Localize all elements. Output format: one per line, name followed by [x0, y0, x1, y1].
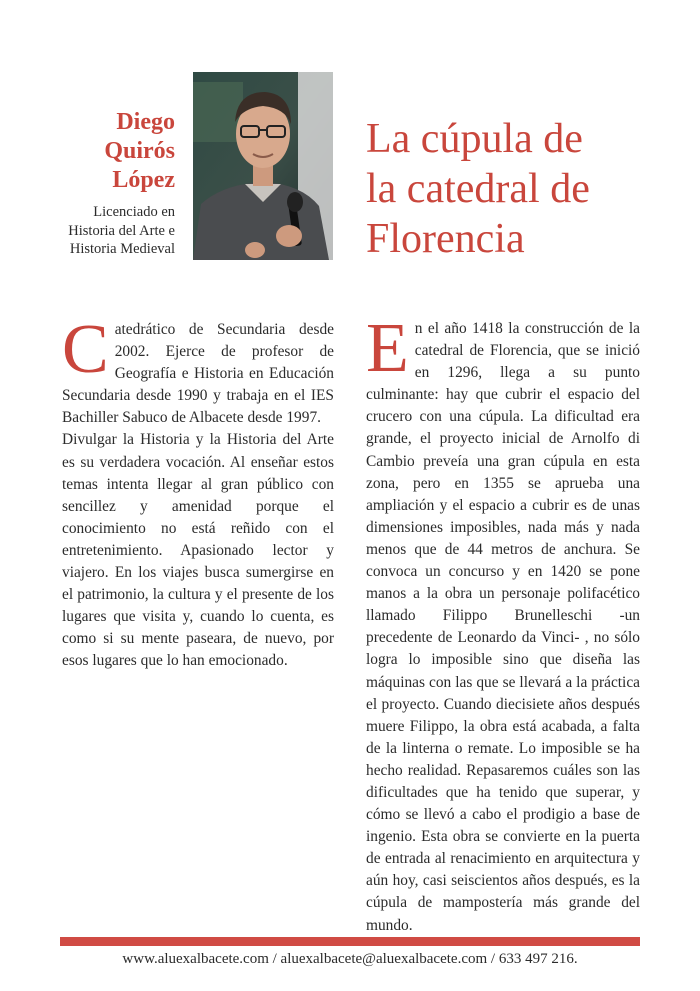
article-body	[366, 310, 640, 937]
author-name-line: Diego	[116, 109, 175, 135]
article-title-line: La cúpula de	[366, 116, 583, 162]
article-title-line: la catedral de	[366, 166, 590, 212]
article-dropcap: E	[366, 310, 409, 387]
author-credentials-line: Historia Medieval	[69, 241, 175, 257]
bio-text: atedrático de Secundaria desde 2002. Ejerce de profesor de Geografía e Historia en Educación Secundaria desde 1990 y trabaja en el IES Bachiller Sabuco de Albacete desde 1997.	[62, 321, 334, 427]
footer-divider	[60, 937, 640, 946]
author-photo	[193, 72, 333, 260]
bio-paragraph: Divulgar la Historia y la Historia del Arte es su verdadera vocación. Al enseñar estos temas intenta llegar al gran público con sencillez y amenidad porque el conocimiento no está reñido con el entretenimiento. Apasionado lector y viajero. En los viajes busca sumergirse en el patrimonio, la cultura y el presente de los lugares que visita y, cuando lo cuenta, es como si su mente paseara, de nuevo, por esos lugares que lo han emocionado.	[62, 431, 334, 670]
article-title-line: Florencia	[366, 216, 525, 262]
footer-contact: www.aluexalbacete.com / aluexalbacete@aluexalbacete.com / 633 497 216.	[122, 951, 578, 967]
author-name-line: Quirós	[104, 138, 175, 164]
author-credentials	[68, 203, 175, 259]
author-credentials-line: Historia del Arte e	[68, 222, 175, 239]
article-text: n el año 1418 la construcción de la catedral de Florencia, que se inició en 1296, llega a su punto culminante: hay que cubrir el espacio del crucero con una cúpula. La dificultad era grande, el proyecto inicial de Arnolfo di Cambio preveía una gran cúpula en esta zona, pero en 1355 se aprueba una ampliación y el espacio a cubrir es de unas dimensiones imposibles, nada más y nada menos que de 44 metros de anchura. Se convoca un concurso y en 1420 se pone manos a la obra un personaje polifacético llamado Filippo Brunelleschi -un precedente de Leonardo da Vinci- , no sólo logra lo imposible sino que diseña las máquinas con las que se llevará a la práctica el proyecto. Cuando diecisiete años después muere Filippo, la obra está acabada, a falta de la linterna o remate. Lo imposible se ha hecho realidad. Repasaremos cuáles son las dificultades que ha tenido que superar, y cómo se llevó a cabo el prodigio a base de ingenio. Esta obra se convierte en la puerta de entrada al renacimiento en arquitectura y aún hoy, casi seiscientos años después, es la cúpula de mampostería más grande del mundo.	[366, 320, 640, 934]
bio-dropcap: C	[62, 311, 109, 388]
article-paragraph	[366, 310, 640, 937]
article-title	[366, 114, 590, 264]
bio-paragraph	[62, 311, 334, 429]
author-name	[104, 108, 175, 195]
author-credentials-line: Licenciado en	[93, 204, 175, 220]
author-bio	[62, 311, 334, 673]
author-name-line: López	[112, 167, 175, 193]
